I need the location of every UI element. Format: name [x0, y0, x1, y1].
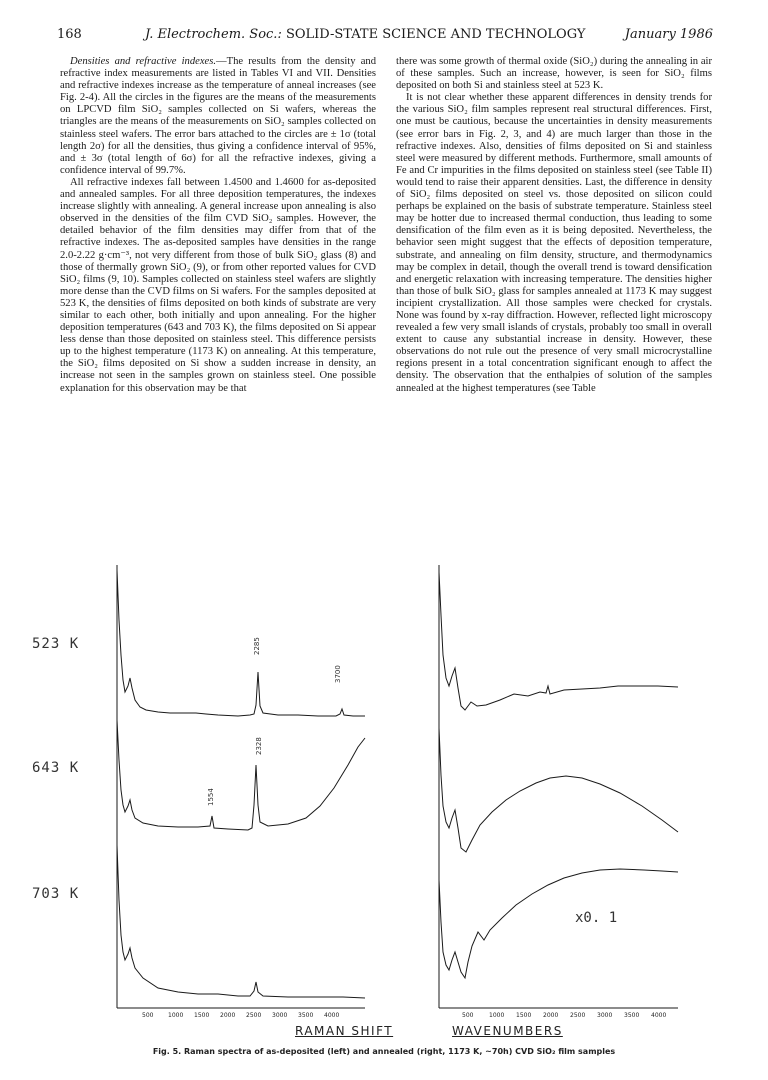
paragraph: [60, 56, 376, 177]
page-number: 168: [57, 27, 82, 42]
spectrum-left-643k: [117, 720, 365, 830]
temperature-label: 703 K: [32, 886, 80, 902]
left-text-column: [60, 56, 376, 395]
paragraph: All refractive indexes fall between 1.4500 and 1.4600 for as-deposited and annealed samples. For all three deposition temperatures, the indexes increase slightly with annealing. A general increase upon annealing is also observed in the densities of the film CVD SiO₂ samples. However, the detailed behavior of the film densities may differ from that of the refractive indexes. The as-deposited samples have densities in the range 2.0-2.22 g·cm⁻³, not very different from those of bulk SiO₂ glass (8) and those of thermally grown SiO₂ (9), or from other reported values for CVD SiO₂ films (9, 10). Samples collected on stainless steel wafers are slightly more dense than the CVD films on Si wafers. For the samples deposited at 523 K, the densities of films deposited on both kinds of substrate are very similar to each other, both initially and upon annealing. For the higher deposition temperatures (643 and 703 K), the films deposited on Si appear less dense than those deposited on stainless steel. This difference persists up to the highest temperature (1173 K) on annealing. At this temperature, the SiO₂ films deposited on Si show a sudden increase in density, an increase not seen in the samples grown on stainless steel. One possible explanation for this observation may be that: [60, 176, 376, 394]
peak-label: 3700: [334, 665, 342, 683]
x-tick-label: 4000: [324, 1012, 340, 1019]
spectrum-right-703k: [439, 869, 678, 978]
spectrum-left-703k: [117, 845, 365, 998]
spectrum-right-643k: [439, 728, 678, 852]
journal-abbrev: J. Electrochem. Soc.:: [145, 27, 282, 42]
peak-label: 2328: [255, 737, 263, 755]
x-tick-label: 1000: [489, 1012, 505, 1019]
right-text-column: [396, 56, 712, 395]
x-tick-label: 2500: [246, 1012, 262, 1019]
temperature-label: 643 K: [32, 760, 80, 776]
journal-section: SOLID-STATE SCIENCE AND TECHNOLOGY: [285, 27, 586, 42]
paragraph: there was some growth of thermal oxide (SiO₂) during the annealing in air of these samples. Such an increase, however, is seen for SiO₂ films deposited on both Si and stainless steel at 523 K.: [396, 56, 712, 92]
spectrum-left-523k: [117, 570, 365, 716]
x-tick-label: 1500: [194, 1012, 210, 1019]
page-header: [57, 27, 713, 45]
journal-title: [145, 27, 585, 42]
x-axis-label-right: WAVENUMBERS: [452, 1024, 563, 1038]
x-tick-label: 1500: [516, 1012, 532, 1019]
x-tick-label: 3000: [597, 1012, 613, 1019]
x-tick-label: 2000: [543, 1012, 559, 1019]
figure-caption: Fig. 5. Raman spectra of as-deposited (left) and annealed (right, 1173 K, ~70h) CVD SiO₂ film samples: [152, 1047, 616, 1056]
section-lead: Densities and refractive indexes.: [70, 56, 217, 67]
paragraph-text: —The results from the density and refractive index measurements are listed in Tables VI and VII. Densities and refractive indexes increase as the temperature of anneal increases (see Fig. 2-4). All the circles in the figures are the means of the measurements on LPCVD film SiO₂ samples collected on Si wafers, whereas the triangles are the means of the measurements on SiO₂ samples collected on stainless steel wafers. The error bars attached to the circles are ± 1σ (total length 2σ) for all the densities, thus giving a confidence interval of 95%, and ± 3σ (total length of 6σ) for all the refractive indexes, giving a confidence interval of 99.7%.: [60, 56, 376, 176]
temperature-label: 523 K: [32, 636, 80, 652]
paragraph: It is not clear whether these apparent differences in density trends for the various SiO₂ film samples represent real structural differences. First, one must be cautious, because the uncertainties in density measurements (see error bars in Fig. 2, 3, and 4) are much larger than those in the refractive indexes. Also, densities of films deposited on Si and stainless steel were measured by different methods. Furthermore, small amounts of Fe and Cr impurities in the films deposited on stainless steel (see Table II) would tend to raise their apparent densities. Last, the difference in density of SiO₂ films deposited on steel vs. those deposited on silicon could perhaps be explained on the basis of substrate temperature. Stainless steel may be hotter due to increased thermal conduction, thus leading to some densification of the film even as it is being deposited. Nevertheless, the behavior seen might suggest that the effects of deposition temperature, substrate, and annealing on film density, structure, and thermodynamics may be complex in detail, though the overall trend is toward densification and energetic relaxation with increasing temperature. The densities higher than those of bulk SiO₂ glass for samples annealed at 1173 K may suggest incipient crystallization. All those samples were checked for crystals. None was found by x-ray diffraction. However, reflected light microscopy revealed a few very small islands of crystals, probably too small in overall extent to cause any substantial increase in density. However, these observations do not rule out the presence of very small microcrystalline regions present in a total concentration significant enough to affect the density. The observation that the enthalpies of solution of the samples annealed at the highest temperatures (see Table: [396, 92, 712, 394]
peak-label: 1554: [207, 788, 215, 806]
x-tick-label: 500: [462, 1012, 474, 1019]
raman-figure: [32, 560, 708, 1038]
x-tick-label: 3000: [272, 1012, 288, 1019]
x-tick-label: 3500: [624, 1012, 640, 1019]
x-axis-label-left: RAMAN SHIFT: [295, 1024, 394, 1038]
x-tick-label: 500: [142, 1012, 154, 1019]
peak-label: 2285: [253, 637, 261, 655]
x-tick-label: 1000: [168, 1012, 184, 1019]
raman-spectra-plot: [88, 560, 708, 1030]
issue-date: January 1986: [624, 27, 713, 42]
scale-factor-label: x0. 1: [575, 910, 618, 926]
x-tick-label: 2000: [220, 1012, 236, 1019]
x-tick-label: 4000: [651, 1012, 667, 1019]
x-tick-label: 3500: [298, 1012, 314, 1019]
spectrum-right-523k: [439, 572, 678, 710]
x-tick-label: 2500: [570, 1012, 586, 1019]
